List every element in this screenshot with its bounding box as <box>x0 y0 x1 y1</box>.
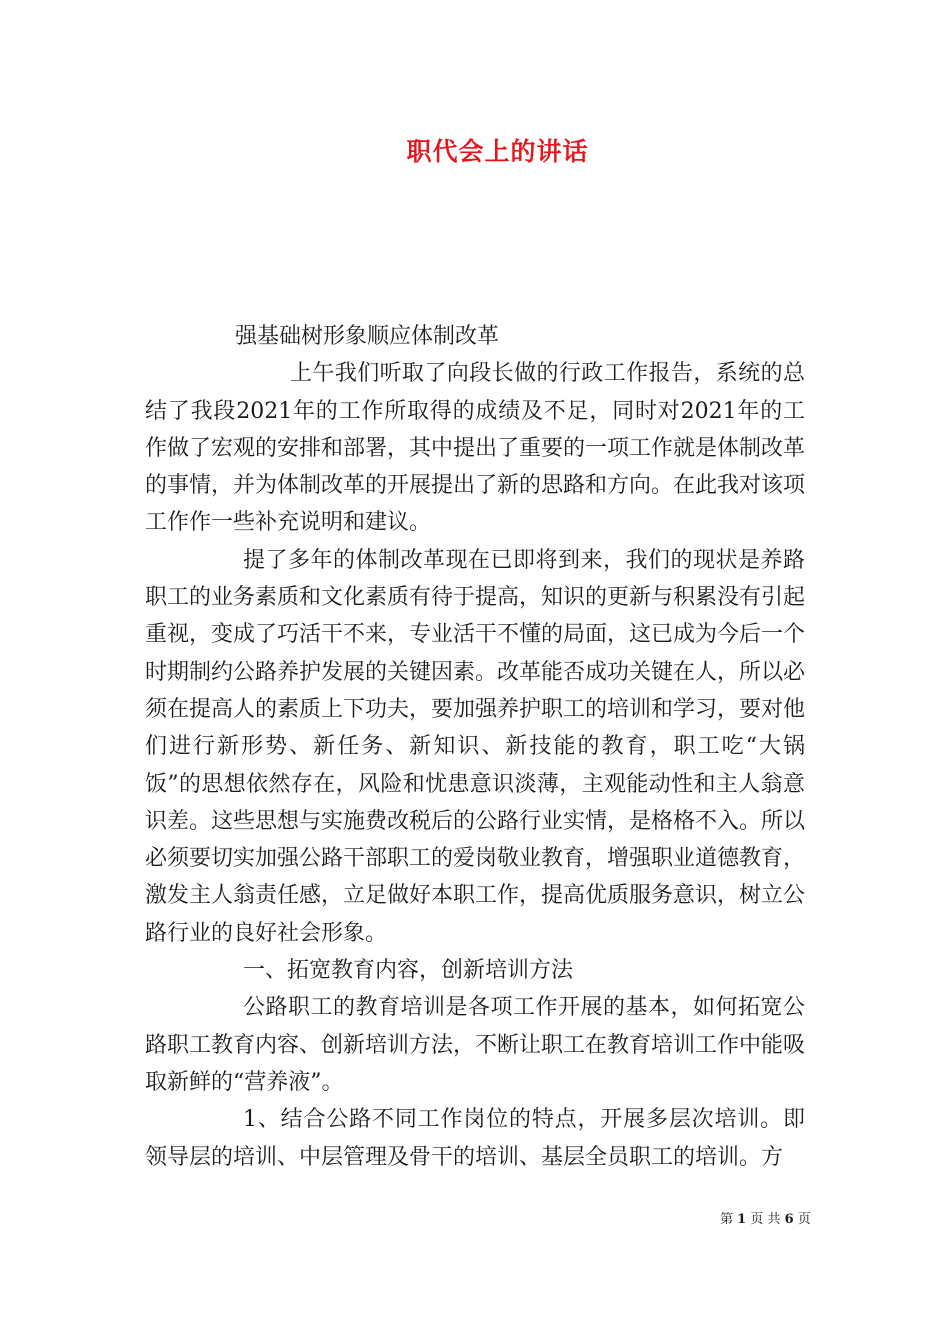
footer-prefix: 第 <box>720 1212 734 1227</box>
document-title: 职代会上的讲话 <box>406 137 589 166</box>
paragraph-intro: 上午我们听取了向段长做的行政工作报告，系统的总结了我段2021年的工作所取得的成绩及不足，同时对2021年的工作做了宏观的安排和部署，其中提出了重要的一项工作就是体制改革的事情，并为体制改革的开展提出了新的思路和方向。在此我对该项工作作一些补充说明和建议。 <box>145 361 806 536</box>
footer-current-page: 1 <box>737 1212 747 1227</box>
document-subtitle: 强基础树形象顺应体制改革 <box>235 324 500 349</box>
paragraph-training: 公路职工的教育培训是各项工作开展的基本，如何拓宽公路职工教育内容、创新培训方法，不断让职工在教育培训工作中能吸取新鲜的“营养液”。 <box>145 995 806 1095</box>
footer-middle: 页 共 <box>750 1212 781 1227</box>
paragraph-reform-status: 提了多年的体制改革现在已即将到来，我们的现状是养路职工的业务素质和文化素质有待于提高，知识的更新与积累没有引起重视，变成了巧活干不来，专业活干不懂的局面，这已成为今后一个时期制约公路养护发展的关键因素。改革能否成功关键在人，所以必须在提高人的素质上下功夫，要加强养护职工的培训和学习，要对他们进行新形势、新任务、新知识、新技能的教育，职工吃“大锅饭”的思想依然存在，风险和忧患意识淡薄，主观能动性和主人翁意识差。这些思想与实施费改税后的公路行业实情，是格格不入。所以必须要切实加强公路干部职工的爱岗敬业教育，增强职业道德教育，激发主人翁责任感，立足做好本职工作，提高优质服务意识，树立公路行业的良好社会形象。 <box>145 547 806 946</box>
footer-total-pages: 6 <box>784 1212 794 1227</box>
paragraph-item-1: 1、结合公路不同工作岗位的特点，开展多层次培训。即领导层的培训、中层管理及骨干的培训、基层全员职工的培训。方 <box>145 1107 805 1170</box>
document-body <box>145 318 805 1176</box>
footer-suffix: 页 <box>797 1212 811 1227</box>
section-heading-1: 一、拓宽教育内容，创新培训方法 <box>243 958 574 984</box>
page-footer <box>720 1208 811 1227</box>
